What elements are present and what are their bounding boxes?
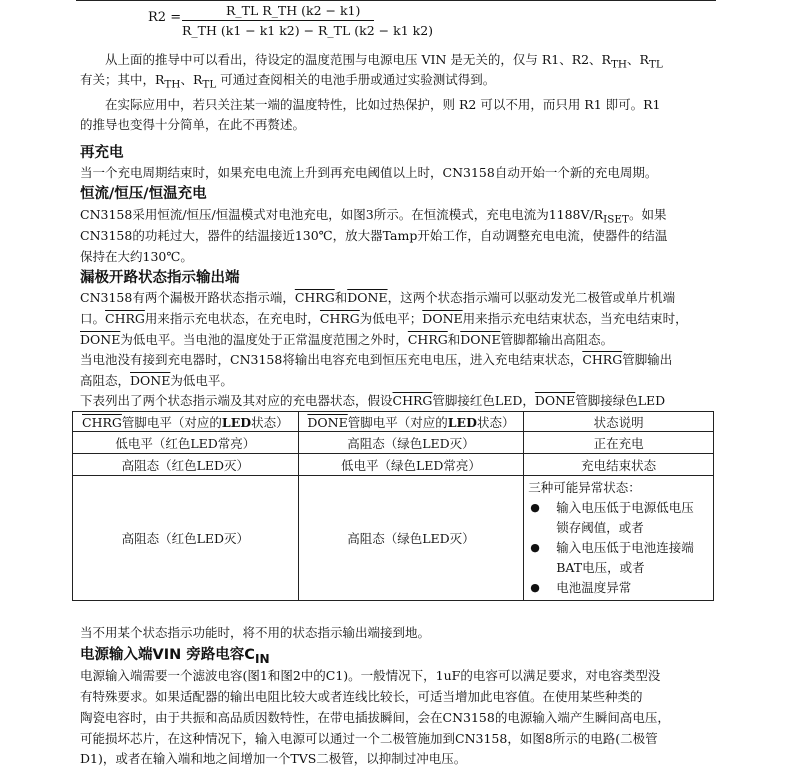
- table-cell: 低电平（绿色LED常亮）: [298, 454, 524, 476]
- header-chrg-level: CHRG管脚电平（对应的LED状态）: [73, 412, 299, 432]
- table-cell: 低电平（红色LED常亮）: [73, 432, 299, 454]
- table-row: [73, 454, 714, 476]
- formula-lhs: R2 =: [148, 10, 182, 25]
- table-cell: 高阻态（绿色LED灭）: [298, 476, 524, 601]
- open-drain-line-4: 当电池没有接到充电器时，CN3158将输出电容充电到恒压充电电压，进入充电结束状态，CHRG管脚输出: [80, 352, 673, 367]
- paragraph-application: 在实际应用中，若只关注某一端的温度特性，比如过热保护，则 R2 可以不用，而只用 R1 即可。R1: [105, 97, 661, 112]
- heading-charge-modes: 恒流/恒压/恒温充电: [80, 186, 207, 202]
- unused-pin-text: 当不用某个状态指示功能时，将不用的状态指示输出端接到地。: [80, 625, 431, 640]
- modes-line-2: CN3158的功耗过大，器件的结温接近130℃，放大器Tamp开始工作，自动调整充电电流，使器件的结温: [80, 228, 668, 243]
- cin-line-5: D1)，或者在输入端和地之间增加一个TVS二极管，以抑制过冲电压。: [80, 751, 467, 766]
- modes-line-3: 保持在大约130℃。: [80, 249, 193, 264]
- table-row: [73, 432, 714, 454]
- status-table: [72, 411, 714, 601]
- table-header-row: [73, 412, 714, 432]
- recharge-text: 当一个充电周期结束时，如果充电电流上升到再充电阈值以上时，CN3158自动开始一个新的充电周期。: [80, 165, 658, 180]
- bullet-item: ● 输入电压低于电池连接端 BAT电压，或者: [528, 538, 709, 578]
- cin-line-4: 可能损坏芯片，在这种情况下，输入电源可以通过一个二极管施加到CN3158，如图8所示的电路(二极管: [80, 731, 658, 746]
- table-cell: 正在充电: [524, 432, 714, 454]
- table-cell: 充电结束状态: [524, 454, 714, 476]
- header-state-description: 状态说明: [524, 412, 714, 432]
- table-row: [73, 476, 714, 601]
- cin-line-2: 有特殊要求。如果适配器的输出电阻比较大或者连线比较长，可适当增加此电容值。在使用某些种类的: [80, 689, 643, 704]
- bullet-item: ● 电池温度异常: [528, 578, 709, 598]
- open-drain-line-6: 下表列出了两个状态指示端及其对应的充电器状态，假设CHRG管脚接红色LED，DONE管脚接绿色LED: [80, 393, 666, 408]
- open-drain-line-5: 高阻态，DONE为低电平。: [80, 373, 233, 388]
- abnormal-states-cell: [524, 476, 714, 601]
- table-cell: 高阻态（绿色LED灭）: [298, 432, 524, 454]
- modes-line-1: CN3158采用恒流/恒压/恒温模式对电池充电，如图3所示。在恒流模式，充电电流为$1188V/R_{ISET}$。如果: [80, 207, 667, 226]
- top-rule: [76, 0, 716, 1]
- bullet-item: ● 输入电压低于电源低电压 锁存阈值，或者: [528, 498, 709, 538]
- heading-recharge: 再充电: [80, 145, 124, 161]
- heading-input-bypass-cap: 电源输入端VIN 旁路电容$C_{IN}$: [80, 647, 270, 666]
- cin-line-1: 电源输入端需要一个滤波电容(图1和图2中的C1)。一般情况下，1uF的电容可以满足要求，对电容类型没: [80, 668, 661, 683]
- open-drain-line-1: CN3158有两个漏极开路状态指示端，CHRG和DONE，这两个状态指示端可以驱动发光二极管或单片机端: [80, 290, 676, 305]
- header-done-level: DONE管脚电平（对应的LED状态）: [298, 412, 524, 432]
- abnormal-states-intro: 三种可能异常状态：: [528, 480, 641, 495]
- open-drain-line-3: DONE为低电平。当电池的温度处于正常温度范围之外时，CHRG和DONE管脚都输出高阻态。: [80, 332, 614, 347]
- open-drain-line-2: 口。CHRG用来指示充电状态，在充电时，CHRG为低电平；DONE用来指示充电结束状态，当充电结束时，: [80, 311, 688, 326]
- formula-fraction-bar: [182, 20, 374, 21]
- heading-open-drain: 漏极开路状态指示输出端: [80, 270, 240, 286]
- paragraph-application-2: 的推导也变得十分简单，在此不再赘述。: [80, 117, 306, 132]
- formula-denominator: R_TH (k1 − k1 k2) − R_TL (k2 − k1 k2): [182, 23, 434, 38]
- paragraph-derivation-2: 有关；其中，$R_{TH}$、$R_{TL}$ 可通过查阅相关的电池手册或通过实验测试得到。: [80, 72, 496, 91]
- cin-line-3: 陶瓷电容时，由于共振和高品质因数特性，在带电插拔瞬间，会在CN3158的电源输入端产生瞬间高电压，: [80, 710, 670, 725]
- table-cell: 高阻态（红色LED灭）: [73, 454, 299, 476]
- formula-numerator: R_TL R_TH (k2 − k1): [226, 3, 361, 18]
- table-cell: 高阻态（红色LED灭）: [73, 476, 299, 601]
- paragraph-derivation: 从上面的推导中可以看出，待设定的温度范围与电源电压 VIN 是无关的，仅与 R1、R2、$R_{TH}$、$R_{TL}$: [105, 52, 663, 71]
